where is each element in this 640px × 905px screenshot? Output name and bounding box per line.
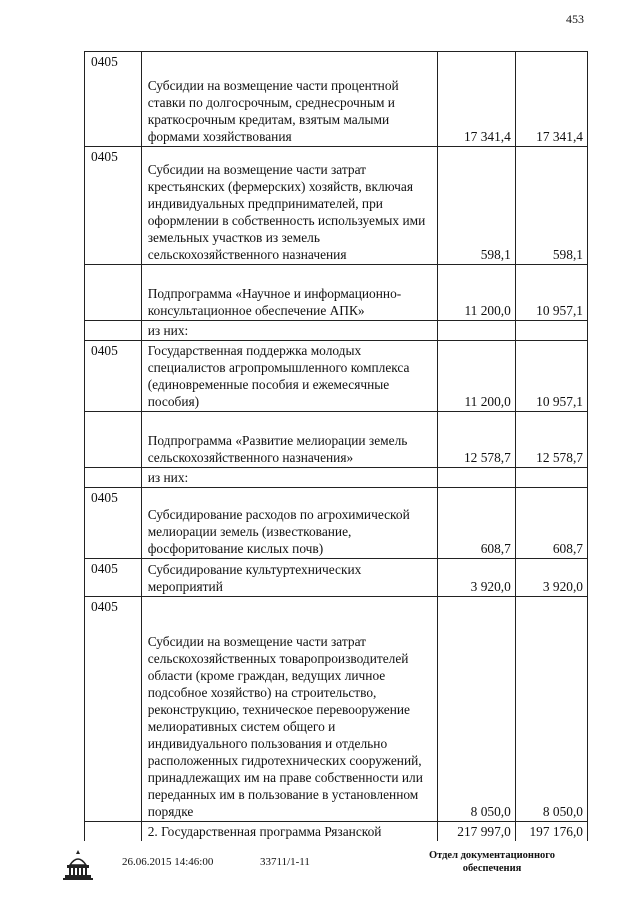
planned-amount: 17 341,4 [437, 52, 515, 147]
planned-amount: 217 997,0 [437, 822, 515, 842]
executed-amount [515, 468, 587, 488]
table-row [85, 147, 588, 265]
section-code: 0405 [85, 559, 142, 597]
planned-amount: 3 920,0 [437, 559, 515, 597]
section-code: 0405 [85, 147, 142, 265]
table-row [85, 265, 588, 321]
planned-amount: 11 200,0 [437, 265, 515, 321]
footer-document-number: 33711/1-11 [260, 856, 310, 868]
ryazan-duma-emblem-icon [60, 847, 96, 883]
row-description: Субсидии на возмещение части процентной ставки по долгосрочным, среднесрочным и краткосрочным кредитам, взятым малыми формами хозяйствования [141, 52, 437, 147]
section-code [85, 412, 142, 468]
section-code: 0405 [85, 341, 142, 412]
row-description: Субсидирование расходов по агрохимической мелиорации земель (известкование, фосфоритование кислых почв) [141, 488, 437, 559]
table-row [85, 412, 588, 468]
footer-department-line: обеспечения [462, 863, 522, 874]
table-row [85, 597, 588, 822]
section-code: 0405 [85, 488, 142, 559]
table-row [85, 52, 588, 147]
footer-date: 26.06.2015 14:46:00 [122, 856, 214, 868]
row-description: Субсидирование культуртехнических мероприятий [141, 559, 437, 597]
planned-amount: 11 200,0 [437, 341, 515, 412]
executed-amount: 598,1 [515, 147, 587, 265]
executed-amount: 10 957,1 [515, 341, 587, 412]
table-row [85, 822, 588, 842]
table-row [85, 559, 588, 597]
planned-amount [437, 321, 515, 341]
planned-amount: 608,7 [437, 488, 515, 559]
row-description: Субсидии на возмещение части затрат сельскохозяйственных товаропроизводителей области (кроме граждан, ведущих личное подсобное хозяйство) на строительство, реконструкцию, техническое перевооружение мелиоративных систем общего и индивидуального пользования и отдельно расположенных гидротехнических сооружений, принадлежащих им на праве собственности или переданных им в пользование в установленном порядке [141, 597, 437, 822]
executed-amount: 608,7 [515, 488, 587, 559]
table-row [85, 341, 588, 412]
row-description: из них: [141, 468, 437, 488]
footer-department [412, 849, 572, 875]
planned-amount: 598,1 [437, 147, 515, 265]
executed-amount: 17 341,4 [515, 52, 587, 147]
section-code [85, 321, 142, 341]
section-code [85, 468, 142, 488]
planned-amount: 12 578,7 [437, 412, 515, 468]
row-description: 2. Государственная программа Рязанской [141, 822, 437, 842]
section-code: 0405 [85, 52, 142, 147]
row-description: Подпрограмма «Развитие мелиорации земель сельскохозяйственного назначения» [141, 412, 437, 468]
planned-amount: 8 050,0 [437, 597, 515, 822]
executed-amount: 197 176,0 [515, 822, 587, 842]
page-number: 453 [566, 12, 584, 26]
table-row [85, 488, 588, 559]
section-code: 0405 [85, 597, 142, 822]
executed-amount: 12 578,7 [515, 412, 587, 468]
footer-department-line: Отдел документационного [428, 850, 556, 861]
planned-amount [437, 468, 515, 488]
table-row [85, 468, 588, 488]
row-description: Государственная поддержка молодых специалистов агропромышленного комплекса (единовременные пособия и ежемесячные пособия) [141, 341, 437, 412]
row-description: из них: [141, 321, 437, 341]
table-row [85, 321, 588, 341]
row-description: Субсидии на возмещение части затрат крестьянских (фермерских) хозяйств, включая индивидуальных предпринимателей, при оформлении в собственность используемых ими земельных участков из земель сельскохозяйственного назначения [141, 147, 437, 265]
budget-table [84, 51, 588, 841]
executed-amount [515, 321, 587, 341]
row-description: Подпрограмма «Научное и информационно-консультационное обеспечение АПК» [141, 265, 437, 321]
section-code [85, 265, 142, 321]
executed-amount: 8 050,0 [515, 597, 587, 822]
section-code [85, 822, 142, 842]
executed-amount: 10 957,1 [515, 265, 587, 321]
executed-amount: 3 920,0 [515, 559, 587, 597]
